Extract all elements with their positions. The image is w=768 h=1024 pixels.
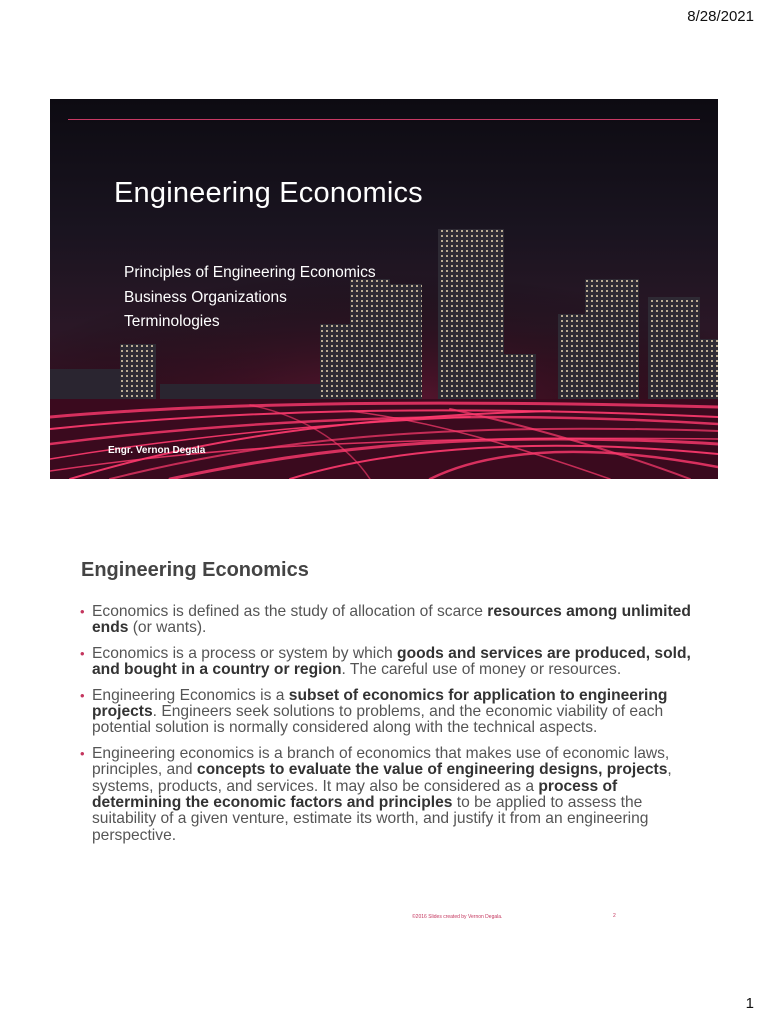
bold-text: concepts to evaluate the value of engineering designs, projects	[196, 761, 668, 779]
author-name: Engr. Vernon Degala	[108, 445, 206, 456]
topic-item: Terminologies	[124, 313, 220, 330]
bullet-marker: •	[80, 687, 85, 703]
bullet-marker: •	[80, 604, 85, 619]
bullet-item	[80, 746, 694, 844]
bullet-item	[80, 646, 694, 679]
header-rule	[68, 119, 700, 120]
text-span: , systems, products, and services. It may also be considered as a	[92, 761, 672, 795]
page-number: 1	[745, 995, 754, 1012]
bullet-item	[80, 604, 694, 637]
page-date: 8/28/2021	[687, 8, 754, 25]
bullet-marker: •	[80, 645, 85, 661]
bold-text: resources among unlimited ends	[92, 603, 691, 637]
text-span: Engineering Economics is a	[92, 686, 289, 704]
bold-text: subset of economics for application to engineering projects	[92, 686, 668, 721]
text-span: (or wants).	[128, 619, 207, 637]
bullet-marker: •	[80, 745, 85, 761]
text-span: . Engineers seek solutions to problems, and the economic viability of each potential solution is normally considered along with the technical aspects.	[92, 703, 664, 737]
slide-title: Engineering Economics	[114, 177, 423, 209]
text-span: . The careful use of money or resources.	[341, 661, 622, 679]
topic-item: Principles of Engineering Economics	[124, 264, 376, 281]
text-span: Engineering economics is a branch of economics that makes use of economic laws, principles, and	[92, 744, 670, 779]
text-span: Economics is a process or system by which	[92, 644, 398, 662]
bullet-list	[80, 604, 694, 853]
topic-list	[124, 261, 376, 335]
bullet-item	[80, 688, 694, 737]
text-span: Economics is defined as the study of allocation of scarce	[92, 603, 488, 620]
title-slide	[50, 99, 718, 479]
text-span: to be applied to assess the suitability of a given venture, estimate its worth, and justify it from an engineering perspective.	[92, 794, 649, 844]
bold-text: process of determining the economic factors and principles	[92, 777, 618, 812]
slide-number: 2	[613, 913, 616, 919]
bold-text: goods and services are produced, sold, and bought in a country or region	[92, 644, 691, 679]
topic-item: Business Organizations	[124, 288, 287, 306]
slide-footer-credit: ©2016 Slides created by Vernon Degala.	[412, 914, 503, 920]
light-trails	[50, 399, 718, 479]
content-slide-title: Engineering Economics	[81, 559, 309, 581]
